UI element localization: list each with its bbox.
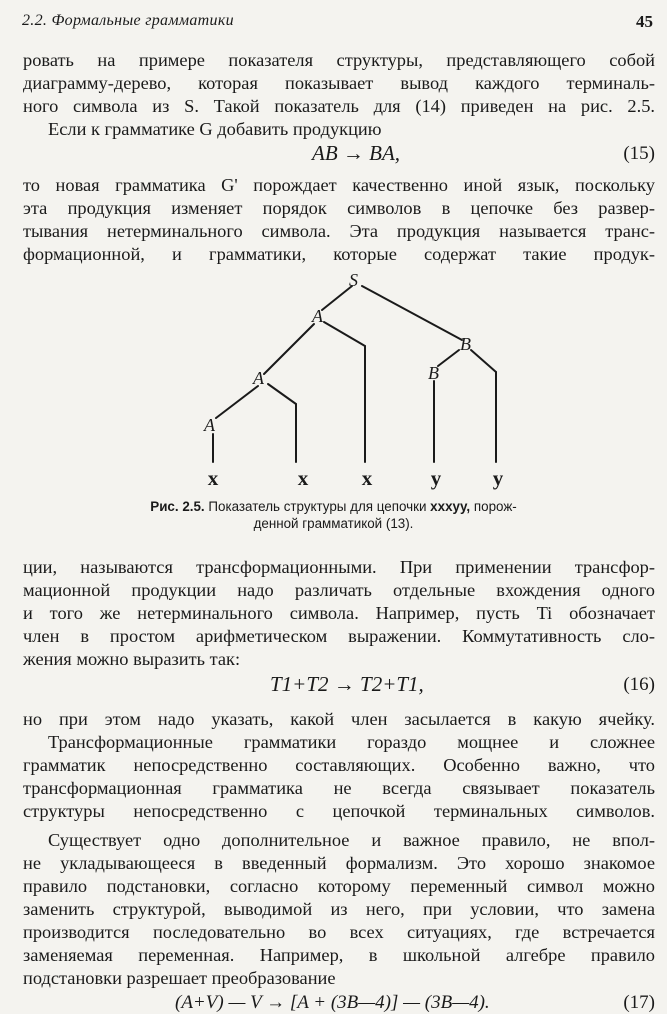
text-line: мационной продукции надо различать отдельные вхождения одного: [23, 580, 655, 600]
tree-edge: [268, 384, 296, 404]
tree-node-A: A: [204, 415, 215, 435]
equation-number-16: (16): [623, 674, 655, 695]
equation-15: AB → BA,: [312, 141, 401, 165]
tree-edge: [471, 350, 496, 372]
caption-text: порож-: [473, 499, 517, 514]
equation-17: (A+V) — V → [A + (3B—4)] — (3B—4).: [175, 992, 490, 1013]
tree-node-S: S: [349, 270, 358, 290]
tree-node-A: A: [253, 368, 264, 388]
figure-caption: [0, 498, 667, 515]
tree-edge: [322, 286, 352, 310]
tree-edge: [324, 322, 365, 346]
text-line: заменить структурой, выводимой из него, при условии, что замена: [23, 899, 655, 919]
text-line: не укладывающееся в введенный формализм. Это хорошо знакомое: [23, 853, 655, 873]
figure-caption-line2: денной грамматикой (13).: [253, 516, 414, 531]
text-line: ровать на примере показателя структуры, представляющего собой: [23, 50, 655, 70]
text-line: Существует одно дополнительное и важное правило, не впол-: [48, 830, 655, 850]
caption-text: Показатель структуры для цепочки: [208, 499, 427, 514]
caption-chain: xxxyy,: [430, 499, 471, 514]
tree-leaf-x: x: [207, 466, 219, 490]
equation-number-17: (17): [623, 992, 655, 1013]
equation-16: T1+T2 → T2+T1,: [270, 672, 424, 696]
tree-edge: [362, 286, 462, 340]
text-line: но при этом надо указать, какой член засылается в какую ячейку.: [23, 709, 655, 729]
tree-node-B: B: [460, 334, 471, 354]
tree-edge: [216, 386, 258, 418]
tree-leaf-y: y: [492, 466, 504, 490]
text-line: эта продукция изменяет порядок символов в цепочке без развер-: [23, 198, 655, 218]
text-line: Если к грамматике G добавить продукцию: [48, 119, 382, 139]
text-line: трансформационная грамматика не всегда связывает показатель: [23, 778, 655, 798]
section-title: 2.2. Формальные грамматики: [22, 12, 234, 29]
text-line: тывания нетерминального символа. Эта продукция называется транс-: [23, 221, 655, 241]
text-line: и того же нетерминального символа. Например, пусть Ti обозначает: [23, 603, 655, 623]
tree-leaf-x: x: [297, 466, 309, 490]
text-line: правило подстановки, согласно которому переменный символ можно: [23, 876, 655, 896]
text-line: диаграмму-дерево, которая показывает вывод каждого терминаль-: [23, 73, 655, 93]
text-line: Трансформационные грамматики гораздо мощнее и сложнее: [48, 732, 655, 752]
text-line: производится последовательно во всех ситуациях, где встречается: [23, 922, 655, 942]
tree-leaf-y: y: [430, 466, 442, 490]
equation-number-15: (15): [623, 143, 655, 164]
tree-edge: [264, 324, 314, 374]
text-line: заменяемая переменная. Например, в школьной алгебре правило: [23, 945, 655, 965]
tree-edge: [438, 350, 459, 366]
text-line: жения можно выразить так:: [23, 649, 241, 669]
caption-label: Рис. 2.5.: [150, 499, 205, 514]
structure-tree-figure: [0, 265, 667, 490]
text-line: ного символа из S. Такой показатель для (14) приведен на рис. 2.5.: [23, 96, 655, 116]
text-line: ции, называются трансформационными. При применении трансфор-: [23, 557, 655, 577]
text-line: грамматик непосредственно составляющих. Особенно важно, что: [23, 755, 655, 775]
tree-node-B: B: [428, 363, 439, 383]
text-line: формационной, и грамматики, которые содержат такие продук-: [23, 244, 655, 264]
tree-leaf-x: x: [361, 466, 373, 490]
page-number: 45: [636, 12, 653, 31]
text-line: подстановки разрешает преобразование: [23, 968, 336, 988]
text-line: то новая грамматика G' порождает качественно иной язык, поскольку: [23, 175, 655, 195]
text-line: структуры непосредственно с цепочкой терминальных символов.: [23, 801, 655, 821]
tree-node-A: A: [312, 306, 323, 326]
text-line: член в простом арифметическом выражении. Коммутативность сло-: [23, 626, 655, 646]
running-header: [22, 12, 653, 36]
